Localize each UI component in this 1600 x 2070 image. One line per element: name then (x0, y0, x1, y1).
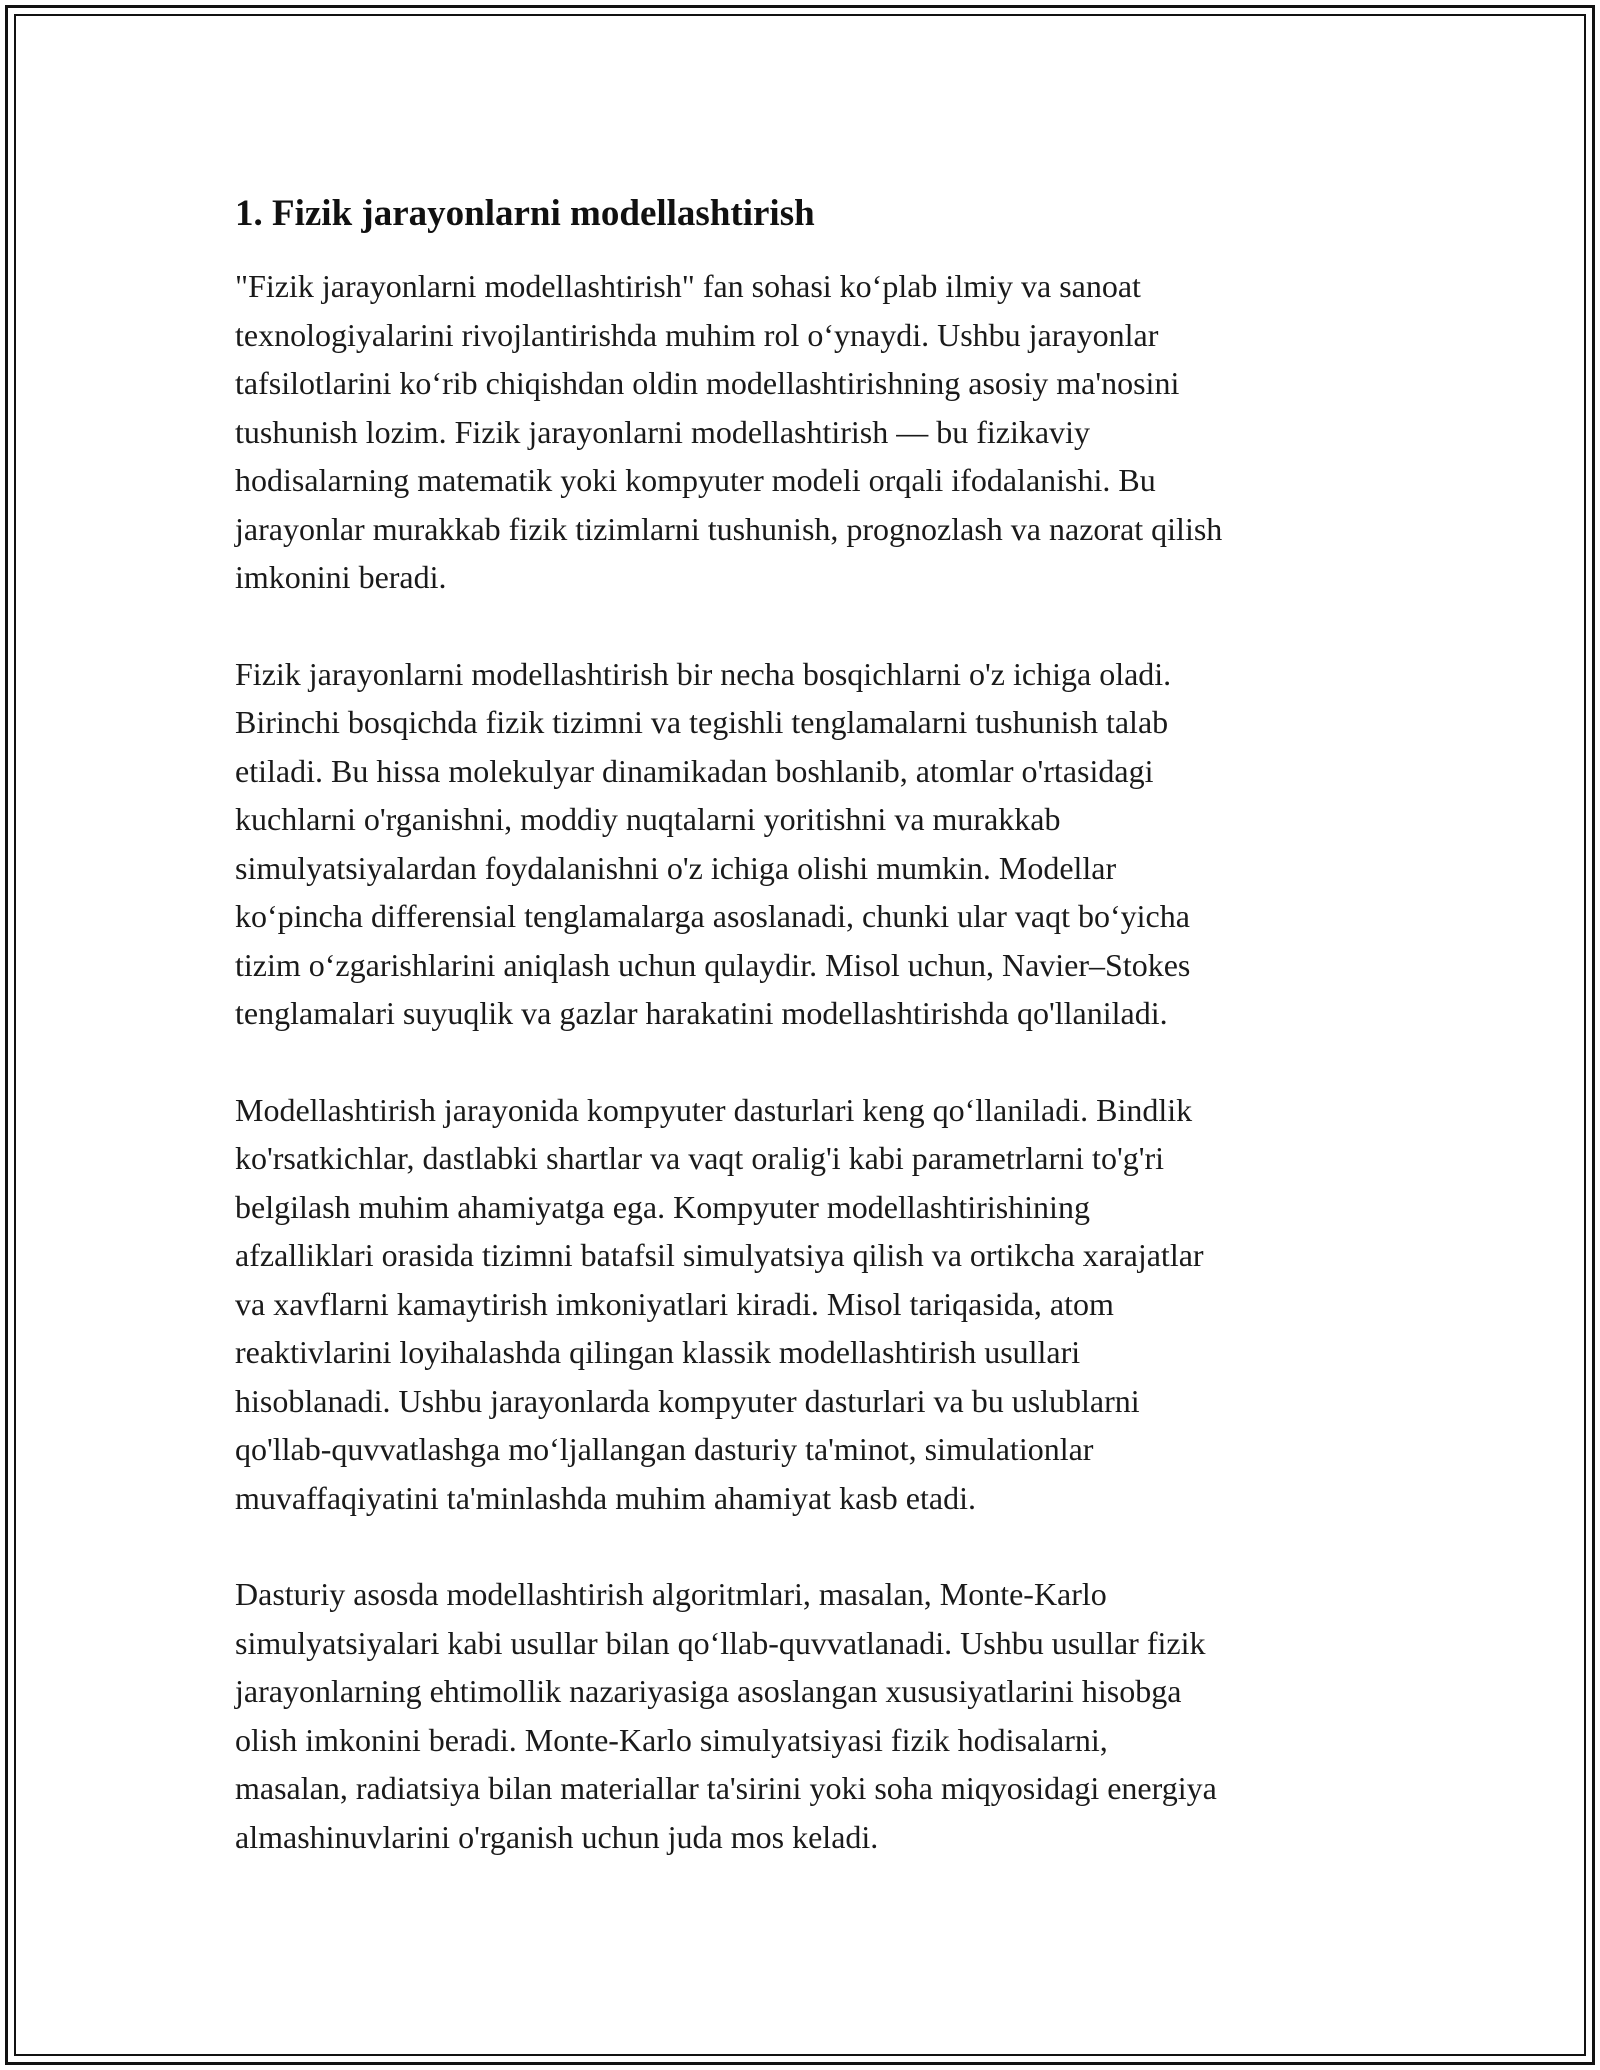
paragraph-4: Dasturiy asosda modellashtirish algoritmlari, masalan, Monte-Karlo simulyatsiyalari kabi usullar bilan qo‘llab-quvvatlanadi. Ushbu usullar fizik jarayonlarning ehtimollik nazariyasiga asoslangan xususiyatlarini hisobga olish imkonini beradi. Monte-Karlo simulyatsiyasi fizik hodisalarni, masalan, radiatsiya bilan materiallar ta'sirini yoki soha miqyosidagi energiya almashinuvlarini o'rganish uchun juda mos keladi. (235, 1576, 1217, 1855)
paragraph-1: "Fizik jarayonlarni modellashtirish" fan sohasi ko‘plab ilmiy va sanoat texnologiyalarini rivojlantirishda muhim rol o‘ynaydi. Ushbu jarayonlar tafsilotlarini ko‘rib chiqishdan oldin modellashtirishning asosiy ma'nosini tushunish lozim. Fizik jarayonlarni modellashtirish — bu fizikaviy hodisalarning matematik yoki kompyuter modeli orqali ifodalanishi. Bu jarayonlar murakkab fizik tizimlarni tushunish, prognozlash va nazorat qilish imkonini beradi. (235, 268, 1223, 595)
paragraph-3: Modellashtirish jarayonida kompyuter dasturlari keng qo‘llaniladi. Bindlik ko'rsatkichlar, dastlabki shartlar va vaqt oralig'i kabi parametrlarni to'g'ri belgilash muhim ahamiyatga ega. Kompyuter modellashtirishining afzalliklari orasida tizimni batafsil simulyatsiya qilish va ortikcha xarajatlar va xavflarni kamaytirish imkoniyatlari kiradi. Misol tariqasida, atom reaktivlarini loyihalashda qilingan klassik modellashtirish usullari hisoblanadi. Ushbu jarayonlarda kompyuter dasturlari va bu uslublarni qo'llab-quvvatlashga mo‘ljallangan dasturiy ta'minot, simulationlar muvaffaqiyatini ta'minlashda muhim ahamiyat kasb etadi. (235, 1091, 1204, 1516)
paragraph-2: Fizik jarayonlarni modellashtirish bir necha bosqichlarni o'z ichiga oladi. Birinchi bosqichda fizik tizimni va tegishli tenglamalarni tushunish talab etiladi. Bu hissa molekulyar dinamikadan boshlanib, atomlar o'rtasidagi kuchlarni o'rganishni, moddiy nuqtalarni yoritishni va murakkab simulyatsiyalardan foydalanishni o'z ichiga olishi mumkin. Modellar ko‘pincha differensial tenglamalarga asoslanadi, chunki ular vaqt bo‘yicha tizim o‘zgarishlarini aniqlash uchun qulaydir. Misol uchun, Navier–Stokes tenglamalari suyuqlik va gazlar harakatini modellashtirishda qo'llaniladi. (235, 655, 1191, 1031)
section-title: 1. Fizik jarayonlarni modellashtirish (235, 193, 815, 234)
document-body (235, 188, 1375, 1909)
